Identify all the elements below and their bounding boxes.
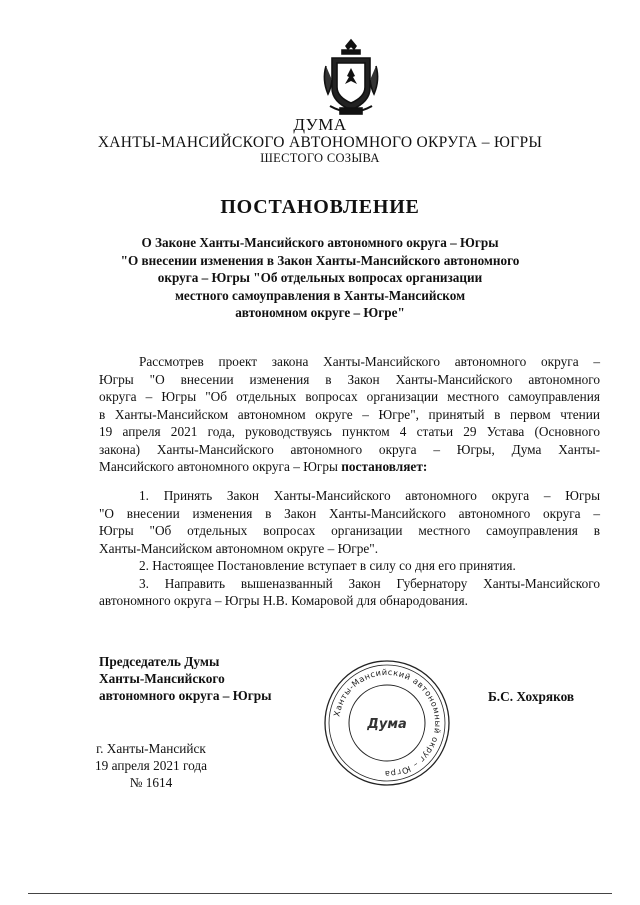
title-line: "О внесении изменения в Закон Ханты-Мансийского автономного xyxy=(120,252,520,268)
title-line: автономном округе – Югре" xyxy=(235,305,405,320)
convocation: ШЕСТОГО СОЗЫВА xyxy=(260,151,380,165)
item-line: 1. Принять Закон Ханты-Мансийского автономного округа – Югры xyxy=(139,488,600,503)
position-line: Ханты-Мансийского xyxy=(99,671,225,686)
stamp-ring-text: Ханты-Мансийский автономный округ – Югра xyxy=(331,666,444,780)
date: 19 апреля 2021 года xyxy=(95,758,208,773)
item-line: Ханты-Мансийском автономном округе – Югре". xyxy=(99,540,379,556)
title-line: О Законе Ханты-Мансийского автономного округа – Югры xyxy=(141,235,499,250)
paragraph-line xyxy=(99,458,600,476)
preamble-paragraph xyxy=(99,353,600,476)
org-title: ДУМА xyxy=(293,115,347,134)
stamp-center-text: Дума xyxy=(367,717,407,732)
paragraph-text: Мансийского автономного округа – Югры xyxy=(99,459,342,474)
paragraph-line: Югры "О внесении изменения в Закон Ханты-Мансийского автономного xyxy=(99,371,600,387)
paragraph-line: в Ханты-Мансийском автономном округе – Югре", принятый в первом чтении xyxy=(99,406,600,422)
official-stamp xyxy=(322,658,452,788)
paragraph-line: округа – Югры "Об отдельных вопросах организации местного самоуправления xyxy=(99,389,600,404)
place-and-date xyxy=(95,740,207,791)
resolution-items xyxy=(99,487,600,610)
position-line: Председатель Думы xyxy=(99,654,220,669)
item-line: автономного округа – Югры Н.В. Комаровой для обнародования. xyxy=(99,593,468,608)
item-line: "О внесении изменения в Закон Ханты-Мансийского автономного округа – xyxy=(99,505,600,521)
org-name: ХАНТЫ-МАНСИЙСКОГО АВТОНОМНОГО ОКРУГА – ЮГРЫ xyxy=(97,134,543,151)
paragraph-line: Рассмотрев проект закона Ханты-Мансийского автономного округа – xyxy=(139,354,600,369)
paragraph-line: 19 апреля 2021 года, руководствуясь пунктом 4 статьи 29 Устава (Основного xyxy=(99,424,600,439)
item-line: 3. Направить вышеназванный Закон Губернатору Ханты-Мансийского xyxy=(139,575,600,591)
coat-of-arms-icon xyxy=(318,36,384,120)
title-line: округа – Югры "Об отдельных вопросах организации xyxy=(157,270,483,285)
document-number: № 1614 xyxy=(129,775,173,790)
document-type: ПОСТАНОВЛЕНИЕ xyxy=(220,196,420,218)
signatory-position xyxy=(99,653,272,704)
bottom-rule xyxy=(28,893,612,894)
item-line: 2. Настоящее Постановление вступает в силу со дня его принятия. xyxy=(139,558,516,573)
resolves-keyword: постановляет: xyxy=(341,459,428,474)
document-title xyxy=(90,234,550,322)
city: г. Ханты-Мансийск xyxy=(96,741,206,756)
title-line: местного самоуправления в Ханты-Мансийском xyxy=(174,287,466,303)
item-line: Югры "Об отдельных вопросах организации местного самоуправления в xyxy=(99,523,600,538)
signatory-name: Б.С. Хохряков xyxy=(488,689,575,704)
paragraph-line: закона) Ханты-Мансийского автономного округа – Югры, Дума Ханты- xyxy=(99,441,600,457)
position-line: автономного округа – Югры xyxy=(99,688,272,703)
